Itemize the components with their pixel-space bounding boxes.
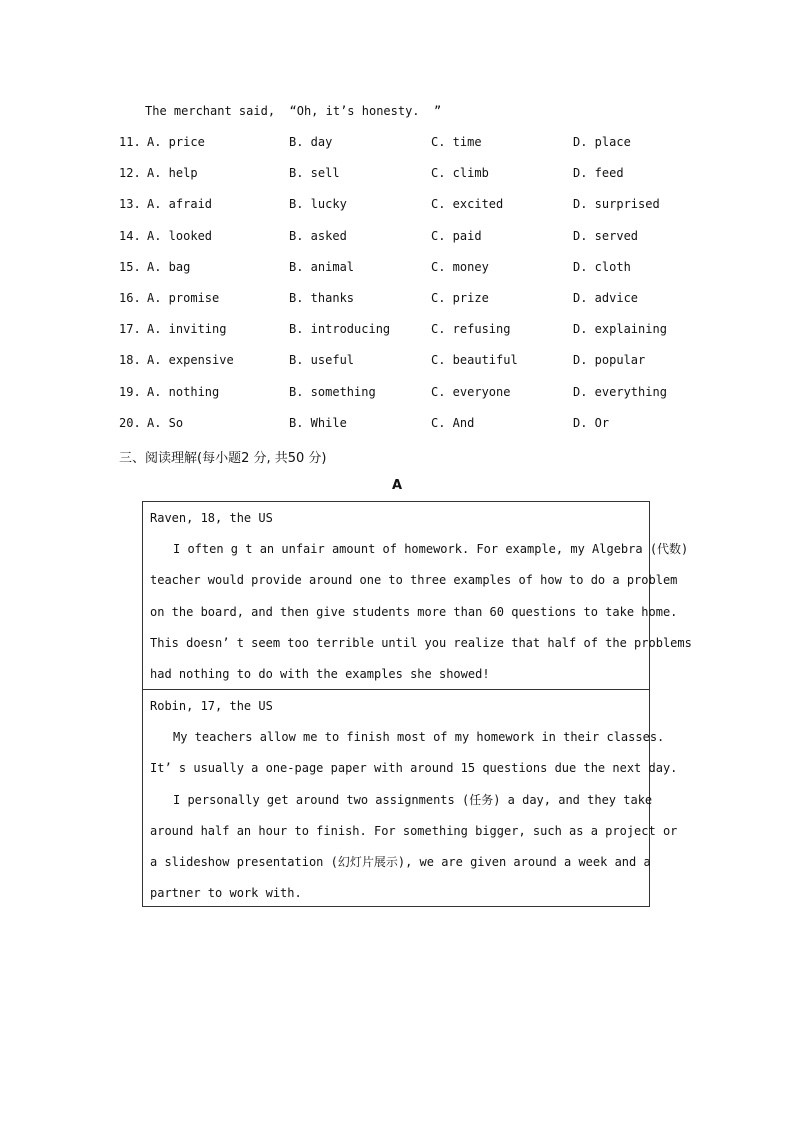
intro-line: The merchant said, “Oh, it’s honesty. ” — [145, 104, 442, 118]
question-row — [119, 260, 693, 291]
option-b: B. While — [289, 415, 347, 430]
option-c: C. time — [431, 135, 482, 149]
option-c: C. refusing — [431, 322, 511, 337]
entry-robin — [143, 690, 678, 907]
entry-line: teacher would provide around one to three examples of how to do a problem — [150, 573, 678, 588]
option-b: B. useful — [289, 353, 355, 368]
question-row — [119, 322, 693, 353]
option-c: C. And — [431, 415, 475, 430]
option-a: A. So — [147, 415, 184, 430]
option-b: B. asked — [289, 228, 347, 243]
entry-line: This doesn’ t seem too terrible until you realize that half of the problems — [150, 635, 692, 650]
entry-author: Robin, 17, the US — [150, 699, 273, 713]
question-row — [119, 197, 693, 228]
option-a: A. nothing — [147, 384, 220, 399]
option-d: D. cloth — [573, 259, 631, 274]
option-a: A. help — [147, 166, 198, 181]
entry-line: My teachers allow me to finish most of my homework in their classes. — [173, 730, 665, 745]
option-d: D. everything — [573, 384, 667, 399]
option-a: A. promise — [147, 290, 220, 305]
entry-line: partner to work with. — [150, 886, 302, 901]
question-options — [119, 135, 693, 447]
option-b: B. sell — [289, 166, 340, 181]
entry-line: a slideshow presentation (幻灯片展示), we are given around a week and a — [150, 854, 651, 869]
option-c: C. paid — [431, 228, 482, 243]
entry-author: Raven, 18, the US — [150, 511, 273, 525]
entry-line: I often g t an unfair amount of homework. For example, my Algebra (代数) — [173, 542, 689, 557]
option-d: D. explaining — [573, 322, 667, 337]
question-row — [119, 385, 693, 416]
option-b: B. introducing — [289, 322, 391, 337]
question-number: 16. — [119, 290, 141, 305]
section-heading: 三、阅读理解(每小题2 分, 共50 分) — [119, 451, 327, 466]
option-c: C. everyone — [431, 384, 511, 399]
question-number: 13. — [119, 197, 141, 212]
passage-table — [142, 501, 692, 907]
entry-line: around half an hour to finish. For something bigger, such as a project or — [150, 823, 678, 838]
option-d: D. advice — [573, 290, 639, 305]
option-a: A. price — [147, 135, 205, 149]
option-d: D. Or — [573, 415, 610, 430]
entry-line: on the board, and then give students more than 60 questions to take home. — [150, 604, 678, 619]
question-number: 15. — [119, 259, 141, 274]
option-b: B. something — [289, 384, 376, 399]
question-row — [119, 229, 693, 260]
question-row — [119, 291, 693, 322]
option-b: B. animal — [289, 259, 355, 274]
question-row — [119, 353, 693, 384]
option-c: C. climb — [431, 166, 489, 181]
option-a: A. bag — [147, 259, 191, 274]
option-c: C. excited — [431, 197, 504, 212]
question-number: 20. — [119, 415, 141, 430]
question-row — [119, 416, 693, 447]
question-number: 19. — [119, 384, 141, 399]
option-a: A. looked — [147, 228, 213, 243]
option-c: C. money — [431, 259, 489, 274]
option-b: B. thanks — [289, 290, 355, 305]
option-d: D. served — [573, 228, 639, 243]
question-number: 14. — [119, 228, 141, 243]
entry-line: I personally get around two assignments (任务) a day, and they take — [173, 792, 653, 807]
question-row — [119, 135, 693, 166]
question-number: 17. — [119, 322, 141, 337]
option-c: C. beautiful — [431, 353, 518, 368]
question-number: 18. — [119, 353, 141, 368]
option-d: D. feed — [573, 166, 624, 181]
option-a: A. inviting — [147, 322, 227, 337]
option-d: D. popular — [573, 353, 646, 368]
option-d: D. surprised — [573, 197, 660, 212]
entry-line: It’ s usually a one-page paper with around 15 questions due the next day. — [150, 761, 678, 776]
question-number: 11. — [119, 135, 141, 149]
passage-title: A — [391, 478, 403, 493]
question-row — [119, 166, 693, 197]
option-c: C. prize — [431, 290, 489, 305]
entry-line: had nothing to do with the examples she showed! — [150, 666, 490, 681]
question-number: 12. — [119, 166, 141, 181]
option-d: D. place — [573, 135, 631, 149]
option-a: A. afraid — [147, 197, 213, 212]
option-b: B. lucky — [289, 197, 347, 212]
entry-raven — [143, 502, 692, 690]
option-b: B. day — [289, 135, 333, 149]
option-a: A. expensive — [147, 353, 234, 368]
